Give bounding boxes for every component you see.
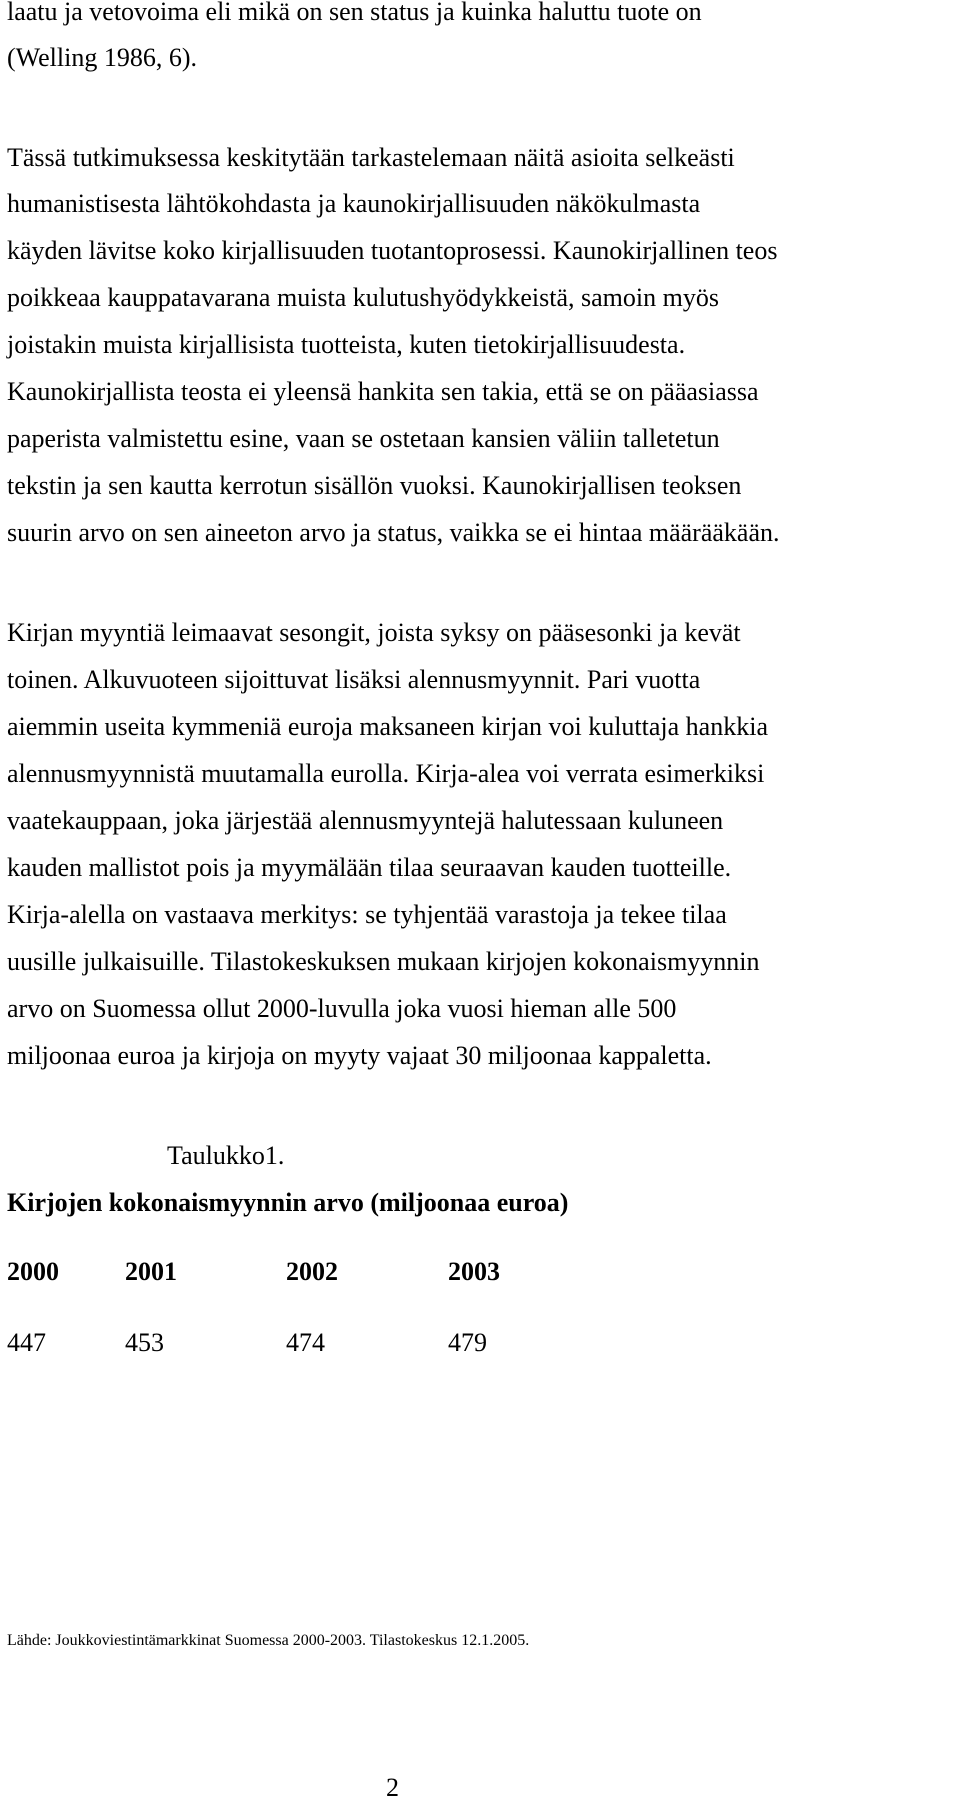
table-label: Taulukko1.: [167, 1141, 285, 1170]
table-header-cell: 2001: [125, 1257, 177, 1286]
page-number: 2: [386, 1773, 399, 1802]
table-header-cell: 2003: [448, 1257, 500, 1286]
text-line: miljoonaa euroa ja kirjoja on myyty vajaat 30 miljoonaa kappaletta.: [7, 1041, 712, 1070]
table-cell: 447: [7, 1328, 46, 1357]
table-title: Kirjojen kokonaismyynnin arvo (miljoonaa euroa): [7, 1188, 569, 1217]
text-line: paperista valmistettu esine, vaan se ostetaan kansien väliin talletetun: [7, 424, 720, 453]
table-cell: 474: [286, 1328, 325, 1357]
text-line: poikkeaa kauppatavarana muista kulutushyödykkeistä, samoin myös: [7, 283, 719, 312]
table-cell: 479: [448, 1328, 487, 1357]
text-line: kauden mallistot pois ja myymälään tilaa seuraavan kauden tuotteille.: [7, 853, 732, 882]
text-line: käyden lävitse koko kirjallisuuden tuotantoprosessi. Kaunokirjallinen teos: [7, 236, 778, 265]
text-line: uusille julkaisuille. Tilastokeskuksen mukaan kirjojen kokonaismyynnin: [7, 947, 760, 976]
table-source: Lähde: Joukkoviestintämarkkinat Suomessa 2000-2003. Tilastokeskus 12.1.2005.: [7, 1632, 530, 1649]
text-line: arvo on Suomessa ollut 2000-luvulla joka vuosi hieman alle 500: [7, 994, 677, 1023]
text-line: Tässä tutkimuksessa keskitytään tarkastelemaan näitä asioita selkeästi: [7, 143, 735, 172]
text-line: Kaunokirjallista teosta ei yleensä hankita sen takia, että se on pääasiassa: [7, 377, 759, 406]
text-line: tekstin ja sen kautta kerrotun sisällön vuoksi. Kaunokirjallisen teoksen: [7, 471, 742, 500]
text-line: humanistisesta lähtökohdasta ja kaunokirjallisuuden näkökulmasta: [7, 189, 701, 218]
text-line: Kirja-alella on vastaava merkitys: se tyhjentää varastoja ja tekee tilaa: [7, 900, 727, 929]
text-line: aiemmin useita kymmeniä euroja maksaneen kirjan voi kuluttaja hankkia: [7, 712, 768, 741]
text-line: joistakin muista kirjallisista tuotteista, kuten tietokirjallisuudesta.: [7, 330, 686, 359]
text-line: toinen. Alkuvuoteen sijoittuvat lisäksi alennusmyynnit. Pari vuotta: [7, 665, 701, 694]
text-line: alennusmyynnistä muutamalla eurolla. Kirja-alea voi verrata esimerkiksi: [7, 759, 765, 788]
text-line: suurin arvo on sen aineeton arvo ja status, vaikka se ei hintaa määrääkään.: [7, 518, 780, 547]
text-line: laatu ja vetovoima eli mikä on sen status ja kuinka haluttu tuote on: [7, 0, 702, 26]
text-line: (Welling 1986, 6).: [7, 43, 197, 72]
table-header-cell: 2000: [7, 1257, 59, 1286]
table-cell: 453: [125, 1328, 164, 1357]
text-line: Kirjan myyntiä leimaavat sesongit, joista syksy on pääsesonki ja kevät: [7, 618, 741, 647]
table-header-cell: 2002: [286, 1257, 338, 1286]
text-line: vaatekauppaan, joka järjestää alennusmyyntejä halutessaan kuluneen: [7, 806, 724, 835]
